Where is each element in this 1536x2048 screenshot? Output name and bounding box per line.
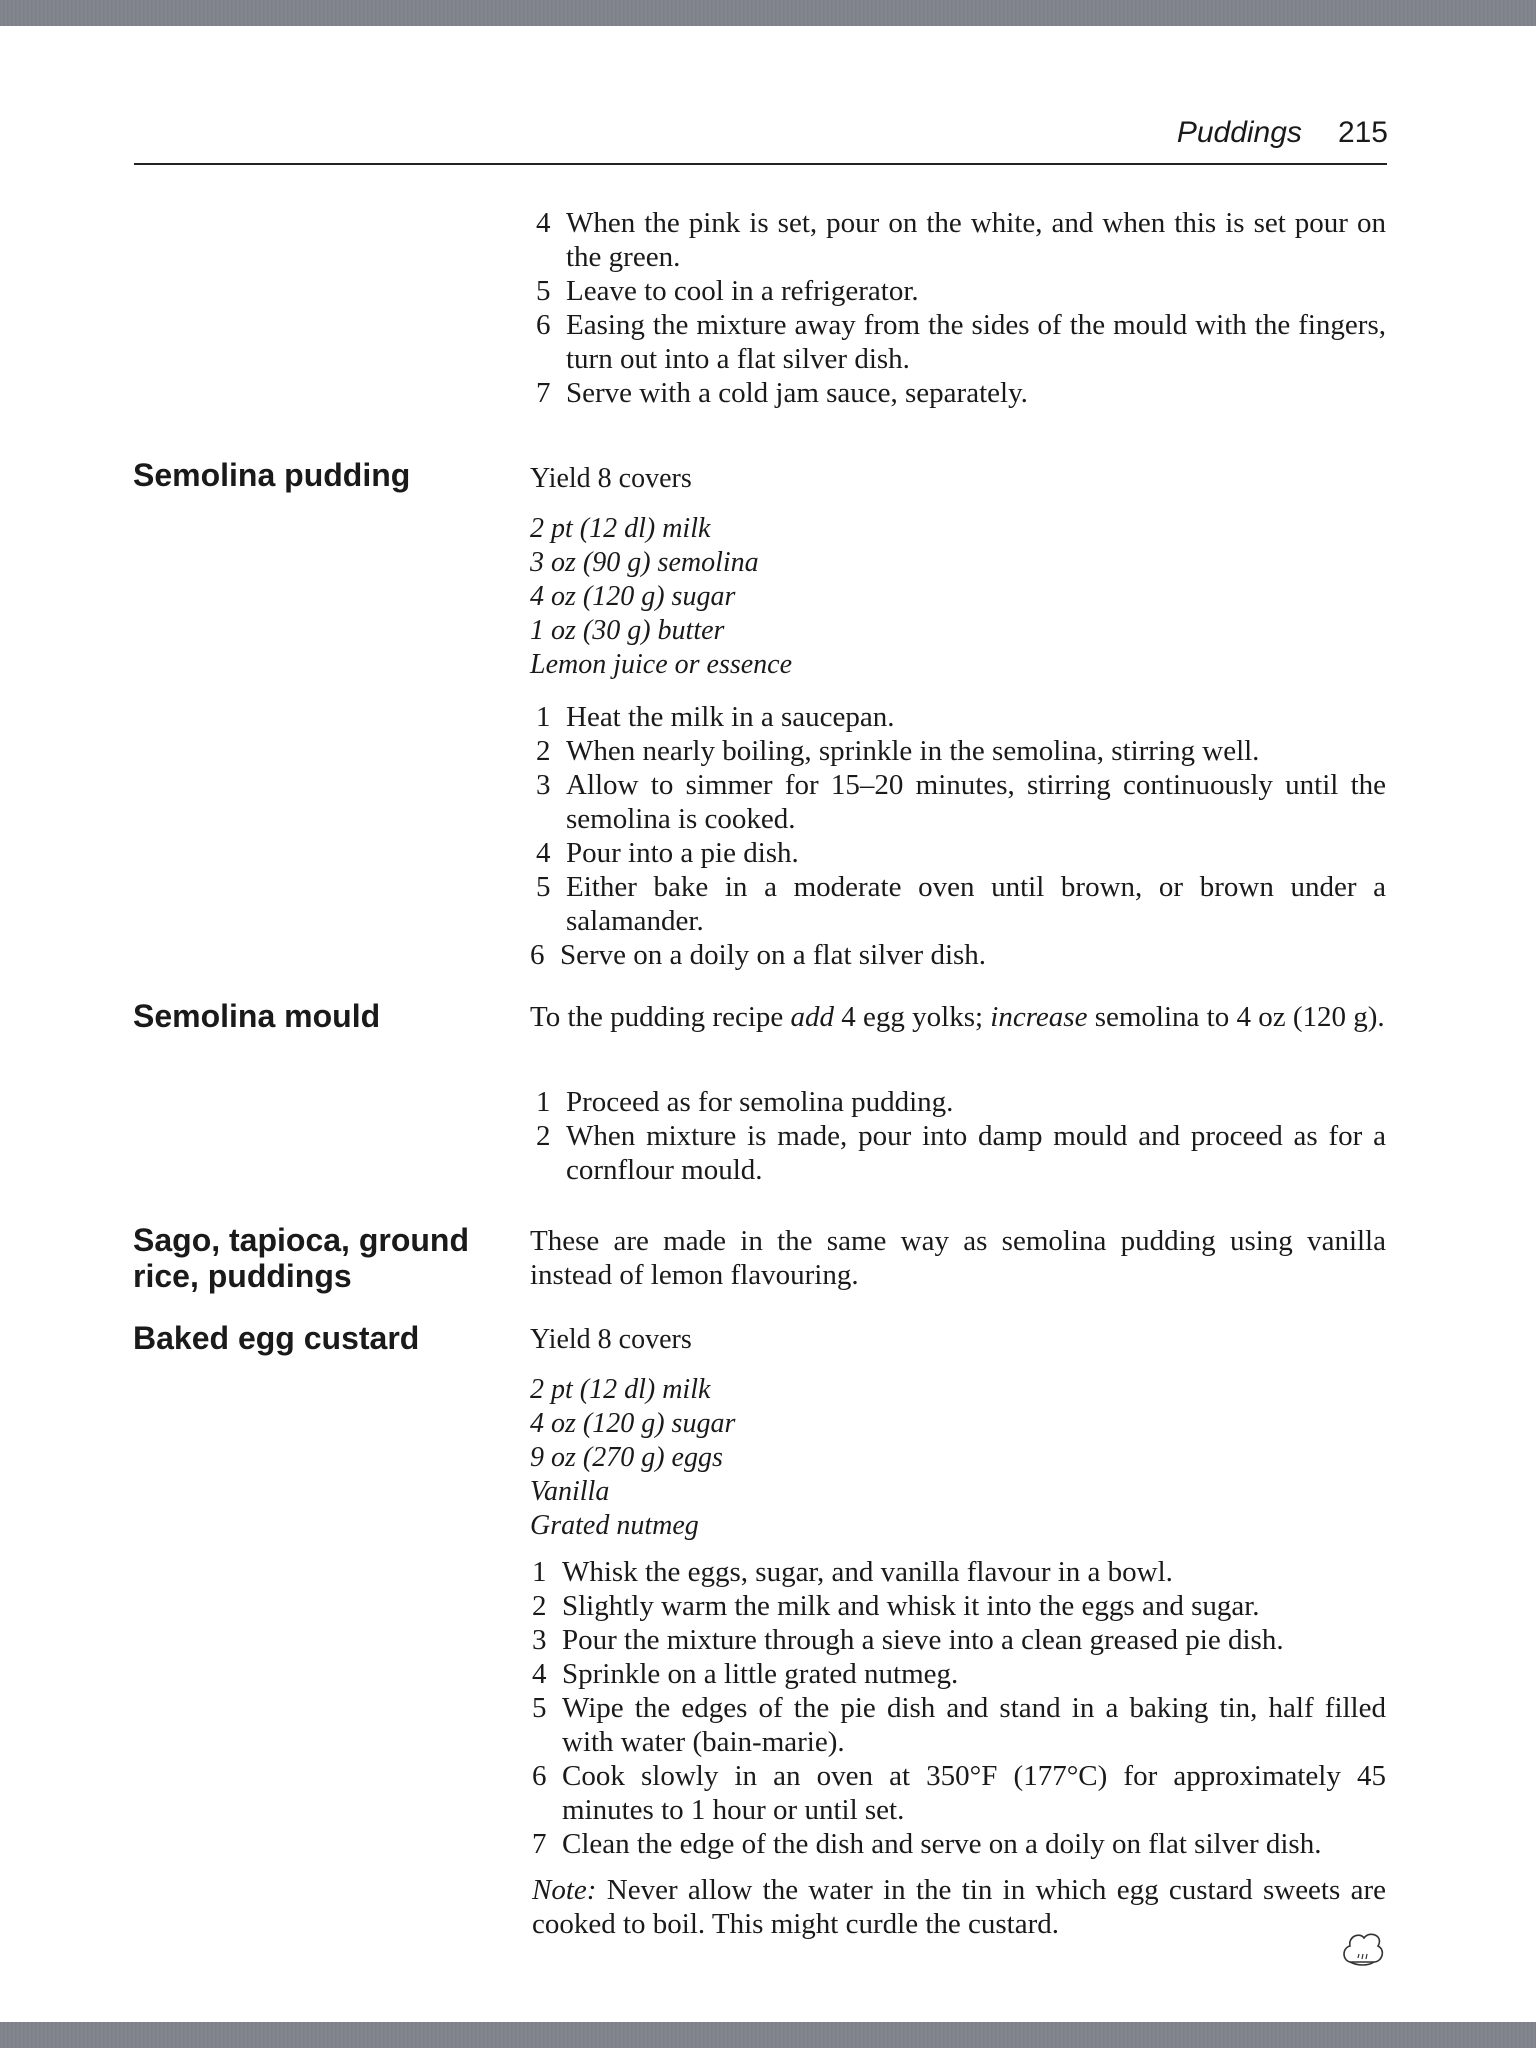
ingredient: 1 oz (30 g) butter — [530, 615, 725, 646]
steps-semolina-pudding — [530, 700, 1386, 972]
ingredient: 2 pt (12 dl) milk — [530, 1374, 711, 1405]
note-baked-egg-custard — [532, 1873, 1386, 1941]
list-item: 2 When nearly boiling, sprinkle in the semolina, stirring well. — [536, 735, 1260, 767]
list-item: 1 Whisk the eggs, sugar, and vanilla flavour in a bowl. — [532, 1556, 1173, 1588]
list-item: 4 When the pink is set, pour on the white, and when this is set pour on the green. — [536, 207, 1386, 273]
heading-baked-egg-custard: Baked egg custard — [133, 1320, 420, 1356]
list-item: 2 Slightly warm the milk and whisk it into the eggs and sugar. — [532, 1590, 1260, 1622]
list-item: 1 Heat the milk in a saucepan. — [536, 701, 895, 733]
header-rule — [134, 163, 1387, 165]
viewer-top-bar — [0, 0, 1536, 26]
note-label: Note: — [532, 1874, 597, 1906]
running-head — [1177, 116, 1388, 150]
ingredient: 2 pt (12 dl) milk — [530, 513, 711, 544]
steps-baked-egg-custard — [526, 1555, 1386, 1861]
chef-hat-icon — [1340, 1928, 1386, 1968]
page-number: 215 — [1337, 116, 1388, 149]
list-item: 7 Serve with a cold jam sauce, separately. — [536, 377, 1028, 409]
heading-semolina-mould: Semolina mould — [133, 998, 381, 1034]
section-title: Puddings — [1176, 116, 1302, 149]
ingredient: 3 oz (90 g) semolina — [530, 547, 759, 578]
ingredient: 9 oz (270 g) eggs — [530, 1442, 723, 1473]
list-item: 7 Clean the edge of the dish and serve on a doily on flat silver dish. — [532, 1828, 1322, 1860]
ingredient: 4 oz (120 g) sugar — [530, 1408, 736, 1439]
note-text: Never allow the water in the tin in which egg custard sweets are cooked to boil. This might curdle the custard. — [532, 1874, 1386, 1940]
list-item: 5 Either bake in a moderate oven until brown, or brown under a salamander. — [536, 871, 1386, 937]
list-item: 2 When mixture is made, pour into damp mould and proceed as for a cornflour mould. — [536, 1120, 1386, 1186]
list-item: 5 Wipe the edges of the pie dish and stand in a baking tin, half filled with water (bain-marie). — [532, 1692, 1386, 1758]
list-item: 1 Proceed as for semolina pudding. — [536, 1086, 954, 1118]
ingredient: 4 oz (120 g) sugar — [530, 581, 736, 612]
ingredients-semolina-pudding — [530, 512, 1386, 682]
list-item: 3 Allow to simmer for 15–20 minutes, stirring continuously until the semolina is cooked. — [536, 769, 1386, 835]
list-item: 6 Cook slowly in an oven at 350°F (177°C) for approximately 45 minutes to 1 hour or until set. — [532, 1760, 1386, 1826]
list-item: 4 Sprinkle on a little grated nutmeg. — [532, 1658, 959, 1690]
ingredient: Grated nutmeg — [530, 1510, 699, 1541]
heading-sago-tapioca: Sago, tapioca, ground rice, puddings — [133, 1222, 470, 1294]
heading-semolina-pudding: Semolina pudding — [133, 457, 411, 493]
ingredients-baked-egg-custard — [530, 1373, 1386, 1543]
viewer-bottom-bar — [0, 2022, 1536, 2048]
text-sago-tapioca: These are made in the same way as semolina pudding using vanilla instead of lemon flavouring. — [530, 1225, 1386, 1291]
list-item: 6 Serve on a doily on a flat silver dish. — [530, 939, 987, 971]
list-item: 3 Pour the mixture through a sieve into a clean greased pie dish. — [532, 1624, 1284, 1656]
ingredient: Vanilla — [530, 1476, 610, 1507]
list-item: 5 Leave to cool in a refrigerator. — [536, 275, 919, 307]
list-item: 6 Easing the mixture away from the sides of the mould with the fingers, turn out into a flat silver dish. — [536, 309, 1386, 375]
yield-semolina-pudding: Yield 8 covers — [530, 463, 692, 494]
yield-baked-egg-custard: Yield 8 covers — [530, 1324, 692, 1355]
list-item: 4 Pour into a pie dish. — [536, 837, 799, 869]
prev-steps-block — [530, 206, 1386, 410]
steps-semolina-mould — [530, 1085, 1386, 1187]
ingredient: Lemon juice or essence — [530, 649, 793, 680]
intro-semolina-mould: To the pudding recipe add 4 egg yolks; increase semolina to 4 oz (120 g). — [530, 1001, 1385, 1033]
